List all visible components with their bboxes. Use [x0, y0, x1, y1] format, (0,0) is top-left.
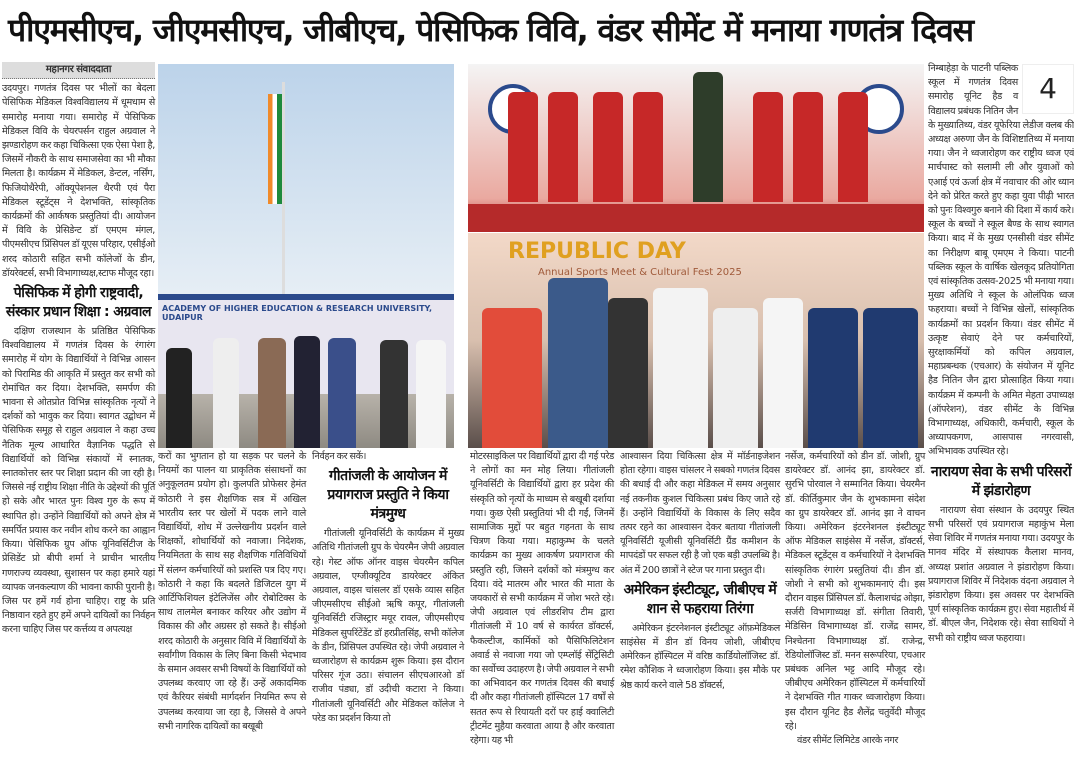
person-figure	[328, 338, 356, 448]
person-figure	[713, 308, 758, 448]
subheading: गीतांजली के आयोजन में प्रयागराज प्रस्तुति ने किया मंत्रमुग्ध	[327, 468, 449, 523]
article-paragraph: नारायण सेवा संस्थान के उदयपुर स्थित सभी परिसरों एवं प्रयागराज महाकुंभ मेला सेवा शिविर में गणतंत्र मनाया गया। उदयपुर के मानव मंदिर में संस्थापक कैलाश मानव, अध्यक्ष प्रशांत अग्रवाल ने झंडारोहण किया। प्रयागराज शिविर में निदेशक वंदना अग्रवाल ने झंडारोहण किया। इस अवसर पर देशभक्ति पूर्ण सांस्कृतिक कार्यक्रम हुए। सेवा महातीर्थ में डॉ. बीएल जैन, निदेशक रहे। सेवा साथियों ने सभी को राष्ट्रीय ध्वज फहराया।	[928, 504, 1074, 644]
person-figure	[548, 92, 578, 202]
person-figure	[482, 308, 542, 448]
person-figure	[863, 308, 918, 448]
article-paragraph: गीतांजली यूनिवर्सिटी के कार्यक्रम में मुख्य अतिथि गीतांजली ग्रुप के चेयरमैन जेपी अग्रवाल रहे। गेस्ट ऑफ ऑनर वाइस चेयरमैन कपिल अग्रवाल, एग्जीक्यूटिव डायरेक्टर अंकित अग्रवाल, वाइस चांसलर डॉ एसके व्यास सहित जीएमसीएच सीईओ ऋषि कपूर, गीतांजली यूनिवर्सिटी रजिस्ट्रार मयूर रावल, जीएमसीएच मेडिकल सुपरिंटेंडेंट डॉ हरप्रीतसिंह, सभी कॉलेज के डीन, प्रिंसिपल उपस्थित रहे। जेपी अग्रवाल ने ध्वजारोहण से कार्यक्रम शुरू किया। इस दौरान परिसर गूंज उठा। संचालन सीएचआरओ डॉ राजीव पंड्या, डॉ उदीची कटारा ने किया। गीतांजली यूनिवर्सिटी और मेडिकल कॉलेज ने परेड का प्रदर्शन किया तो	[312, 528, 464, 724]
person-figure	[838, 92, 868, 202]
column-3	[312, 450, 464, 726]
person-figure	[633, 92, 663, 202]
subheading: नारायण सेवा के सभी परिसरों में झंडारोहण	[930, 463, 1072, 499]
person-figure	[294, 336, 320, 448]
column-7	[928, 62, 1074, 646]
stage	[468, 204, 924, 232]
person-figure	[258, 338, 286, 448]
person-figure	[166, 348, 192, 448]
subheading: अमेरिकन इंस्टीट्यूट, जीबीएच में शान से फहराया तिरंगा	[623, 581, 777, 617]
article-paragraph: नर्सेज, कर्मचारियों को डीन डॉ. जोशी, ग्रुप डायरेक्टर डॉ. आनंद झा, डायरेक्टर डॉ. सुरभि पोरवाल ने सम्मानित किया। चेयरमैन डॉ. कीर्तिकुमार जैन के शुभकामना संदेश का ग्रुप डायरेक्टर डॉ. आनंद झा ने वाचन किया। अमेरिकन इंटरनेशनल इंस्टीट्यूट ऑफ मेडिकल साइंसेस में नर्सेज, डॉक्टर्स, मेडिकल स्टूडेंट्स व कर्मचारियों ने देशभक्ति सांस्कृतिक रंगारंग प्रस्तुतियां दी। डीन डॉ. जोशी ने सभी को शुभकामनाएं दी। इस दौरान वाइस प्रिंसिपल डॉ. कैलाशचंद्र ओझा, सर्जरी विभागाध्यक्ष डॉ. संगीता तिवारी, मेडिसिन विभागाध्यक्ष डॉ. राजेंद्र सामर, निश्चेतना विभागाध्यक्ष डॉ. राजेन्द्र, रेडियोलॉजिस्ट डॉ. मनन सरूपरिया, एचआर प्रबंधक अनिल भट्ट आदि मौजूद रहे। जीबीएच अमेरिकन हॉस्पिटल में कर्मचारियों ने देशभक्ति गीत गाकर ध्वजारोहण किया। इस दौरान यूनिट हैड शैलेंद्र चतुर्वेदी मौजूद रहे।	[785, 451, 925, 732]
article-paragraph: करों का भुगतान हो या सड़क पर चलने के नियमों का पालन या प्राकृतिक संसाधनों का अनुकूलतम प्रयोग हो। कुलपति प्रोफेसर हेमंत कोठारी ने इस शैक्षणिक सत्र में अखिल भारतीय स्तर पर खेलों में पदक लाने वाले विद्यार्थियों, शोध में उल्लेखनीय प्रदर्शन वाले शिक्षकों, शोधार्थियों को नवाजा। निदेशक, नियमितता के साथ सह शैक्षणिक गतिविधियों में संलग्न कर्मचारियों को प्रशस्ति पत्र दिए गए। कोठारी ने कहा कि बदलते डिजिटल युग में आर्टिफिशियल इंटेलिजेंस और रोबोटिक्स के साथ तालमेल बनाकर करियर और उद्योग में विकास की और अग्रसर हो सकते है। सीईओ शरद कोठारी के अनुसार विवि में विद्यार्थियों के सर्वांगीण विकास के लिए बिना किसी भेदभाव के समान अवसर सभी विषयों के विद्यार्थियों को उपलब्ध करवाए जा रहे हैं। उन्हें अकादमिक एवं कैरियर संबंधी मार्गदर्शन नियमित रूप से उपलब्ध करवाया जा रहा है, जिससे वे अपने सभी नागरिक दायित्वों का बखूबी	[158, 451, 306, 732]
person-figure	[380, 340, 408, 448]
person-figure	[508, 92, 538, 202]
banner-title: REPUBLIC DAY	[508, 239, 686, 264]
person-figure	[653, 288, 708, 448]
person-figure	[808, 308, 858, 448]
article-paragraph: निम्बाहेड़ा के पाटनी पब्लिक स्कूल में गणतंत्र दिवस समारोह यूनिट हैड व विद्यालय प्रबंधक नितिन जैन के मुख्यातिथ्य, वंडर यूफेरिया लेडीज क्लब की अध्यक्ष अरुणा जैन के विशिष्टातिथ्य में मनाया गया। जैन ने ध्वजारोहण कर राष्ट्रीय ध्वज एवं मार्चपास्ट को सलामी ली और युवाओं को एआई एवं ऊर्जा क्षेत्र में नवाचार की ओर ध्यान देने को प्रेरित करते हुए कहा युवा पीढ़ी भारत को पुनः विश्वगुरु बनाने की दिशा में कार्य करे। स्कूल के बच्चों ने स्कूल बैण्ड के साथ स्वागत किया। बाद में के मुख्य एनसीसी वंडर सीमेंट का निरीक्षण बाबू एमएम ने किया। पाटनी पब्लिक स्कूल के वार्षिक खेलकूद प्रतियोगिता एवं सांस्कृतिक उत्सव-2025 भी मनाया गया। मुख्य अतिथि ने स्कूल के ओलंपिक ध्वज फहराया। बच्चों ने विभिन्न खेलों, सांस्कृतिक कार्यक्रमों का प्रदर्शन किया। वंडर सीमेंट में उत्कृष्ट सेवाएं देने पर कर्मचारियों, सुरक्षाकर्मियों को कपिल अग्रवाल, महाप्रबन्धक (एचआर) के संयोजन में यूनिट हैड नितिन जैन द्वारा प्रोत्साहित किया गया। कार्यक्रम में कम्पनी के अमित मेहता उपाध्यक्ष (ऑपरेशन), वंडर सीमेंट के विभिन्न विभागाध्यक्ष, अधिकारी, कर्मचारी, स्कूल के अध्यापकगण, आसपास नगरवासी, अभिभावक उपस्थित रहे।	[928, 63, 1074, 458]
column-5	[620, 450, 780, 693]
article-paragraph: उदयपुर। गणतंत्र दिवस पर भीलों का बेदला पेसिफिक मेडिकल विश्वविद्यालय में धूमधाम से समारोह मनाया गया। समारोह में पेसिफिक मेडिकल विवि के चेयरपर्सन राहुल अग्रवाल ने झण्डारोहण कर कहा चिकित्सा एक ऐसा पेशा है, जिसमें नौकरी के साथ समाजसेवा का भी मौका मिलता है। कार्यक्रम में मेडिकल, डेन्टल, नर्सिंग, फिजियोथैरेपी, ऑक्यूपेशनल थैरपी एवं पैरा मेडिकल स्टूडेंट्स ने देशभक्ति, सांस्कृतिक कार्यक्रमों की आर्कषक प्रस्तुतियां दी। आयोजन में विवि के प्रेसिडेन्ट डॉ एमएम मंगल, पीएमसीएच प्रिंसिपल डॉ यूएस परिहार, एसीईओ शरद कोठारी सहित सभी कॉलेजों के डीन, डॉयरेक्टर्स, सभी विभागाध्यक्ष,स्टाफ मौजूद रहा।	[2, 83, 155, 279]
person-figure	[416, 340, 446, 448]
person-figure	[693, 72, 723, 202]
subheading: पेसिफिक में होगी राष्ट्रवादी, संस्कार प्रधान शिक्षा : अग्रवाल	[5, 285, 152, 321]
page-headline: पीएमसीएच, जीएमसीएच, जीबीएच, पेसिफिक विवि, वंडर सीमेंट में मनाया गणतंत्र दिवस	[8, 11, 973, 49]
person-figure	[753, 92, 783, 202]
article-paragraph: निर्वहन कर सकें।	[312, 451, 367, 462]
flag-icon	[268, 94, 282, 204]
article-paragraph: अमेरिकन इंटरनेशनल इंस्टीट्यूट ऑफ़मेडिकल साइंसेस में डीन डॉ विनय जोशी, जीबीएच अमेरिकन हॉस्पिटल में वरिष्ठ कार्डियोलॉजिस्ट डॉ. रमेश कौशिक ने ध्वजारोहण किया। इस मौके पर श्रेष्ठ कार्य करने वाले 58 डॉक्टर्स,	[620, 622, 780, 691]
article-paragraph: वंडर सीमेंट लिमिटेड आरके नगर	[797, 735, 899, 747]
flag-hoisting-photo	[158, 64, 454, 448]
byline: महानगर संवाददाता	[2, 62, 155, 79]
person-figure	[548, 278, 608, 448]
person-figure	[213, 338, 239, 448]
page-number: 4	[1022, 64, 1074, 114]
person-figure	[763, 298, 803, 448]
article-paragraph: मोटरसाइकिल पर विद्यार्थियों द्वारा दी गई परेड ने लोगों का मन मोह लिया। गीतांजली यूनिवर्सिटी के विद्यार्थियों द्वारा हर प्रदेश की संस्कृति को नृत्यों के माध्यम से बखूबी दर्शाया गया। कुछ ऐसी प्रस्तुतियां भी दी गईं, जिनमें सामाजिक मुद्दों पर बहुत गहनता के साथ चित्रण किया गया। महाकुम्भ के चलते कार्यक्रम का मुख्य आकर्षण प्रयागराज की प्रस्तुति रही, जिसने दर्शकों को मंत्रमुग्ध कर दिया। वंदे मातरम और भारत की माता के जयकारों से सभी कार्यक्रम में जोश भरते रहे। जेपी अग्रवाल एवं लीडरशिप टीम द्वारा गीतांजली में 10 वर्ष से कार्यरत डॉक्टर्स, फैकल्टीज, कार्मिकों को पैसिफिलिटेशन अवार्ड से नवाजा गया जो एम्प्लॉई सेंट्रिसिटी का सर्वोच्च उदाहरण है। जेपी अग्रवाल ने सभी का अभिवादन कर गणतंत्र दिवस की बधाई दी और कहा गीतांजली हॉस्पिटल 17 वर्षों से सतत रूप से रियायती दरों पर हाई क्वालिटी ट्रीटमेंट मुहैया करवाता आया है और करवाता रहेगा। यह भी	[470, 451, 614, 747]
cultural-dance-photo	[468, 64, 924, 232]
person-figure	[593, 92, 623, 202]
column-4	[470, 450, 614, 748]
article-paragraph: आश्वासन दिया चिकित्सा क्षेत्र में मॉर्डनाइजेशन होता रहेगा। वाइस चांसलर ने सबको गणतंत्र दिवस की बधाई दी और कहा मेडिकल में समय अनुसार नई तकनीक कुशल चिकित्सा प्रबंध किए जाते रहे हैं। उन्होंने विद्यार्थियों के विकास के लिए सदैव तत्पर रहने का आश्वासन देकर बताया गीतांजली यूनिवर्सिटी यूजीसी यूनिवर्सिटी ग्रैंड कमीशन के मापदंडों पर सफल रही है जो एक बड़ी उपलब्धि है। अंत में 200 छात्रों ने स्टेज पर गाना प्रस्तुत दी।	[620, 451, 780, 576]
article-paragraph: दक्षिण राजस्थान के प्रतिष्ठित पेसिफिक विश्वविद्यालय में गणतंत्र दिवस के रंगारंग समारोह में योग के विद्यार्थियों ने विभिन्न आसन को पिरामिड की आकृति में प्रस्तुत कर सभी को रोमांचित कर दिया। देशभक्ति, समर्पण की भावना से ओतप्रोत विभिन्न सांस्कृतिक नृत्यों ने दर्शकों को भावुक कर दिया। स्वागत उद्बोधन में पेसिफिक समूह से राहुल अग्रवाल ने कहा उच्च नैतिक मूल्य आधारित वैज्ञानिक पद्धति से विद्यार्थियों को विभिन्न संकायों में स्नातक, स्नातकोत्तर स्तर पर शिक्षा प्रदान की जा रही है। जिससे नई राष्ट्रीय शिक्षा नीति के उद्देश्यों की पूर्ति हो सके और भारत पुनः विश्व गुरु के रूप में स्थापित हो। उन्होंने विद्यार्थियों को अपने क्षेत्र में समर्पित प्रयास कर नवीन शोध करने का आह्वान किया। पेसिफिक ग्रुप ऑफ यूनिवर्सिटीज के प्रेसिडेंट प्रो बीपी शर्मा ने प्राचीन भारतीय गणराज्य व्यवस्था, सुशासन पर कहा हमारे यहां व्यापक जनकल्याण की भावना काफी पुरानी है। जिस पर हमें गर्व होना चाहिए। राष्ट्र के प्रति निष्ठावान रहते हुए हमें अपने दायित्वों का निर्वहन करना चाहिए जिस पर कर्त्तव्य व अपत्यक्ष	[2, 326, 155, 636]
banner-subtitle: Annual Sports Meet & Cultural Fest 2025	[538, 267, 742, 278]
column-1	[2, 62, 155, 638]
column-6	[785, 450, 925, 748]
column-2	[158, 450, 306, 734]
award-ceremony-photo	[468, 233, 924, 448]
banner-text: ACADEMY OF HIGHER EDUCATION & RESEARCH UNIVERSITY, UDAIPUR	[162, 304, 433, 322]
person-figure	[793, 92, 823, 202]
person-figure	[608, 298, 648, 448]
